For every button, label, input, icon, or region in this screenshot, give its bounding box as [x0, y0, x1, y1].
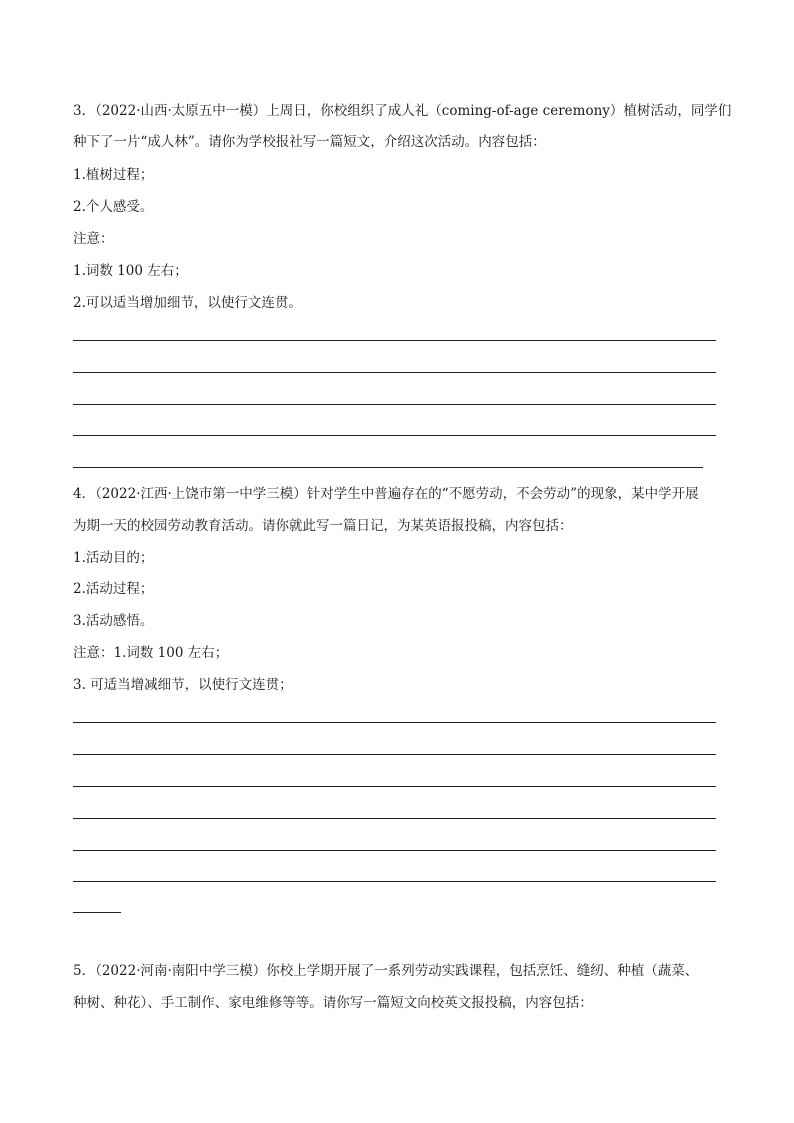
- q4-answer-line-4[interactable]: [73, 818, 716, 819]
- q3-line-2: 种下了一片“成人林”。请你为学校报社写一篇短文，介绍这次活动。内容包括：: [73, 134, 546, 150]
- q4-line-4: 2.活动过程；: [73, 581, 154, 597]
- q3-line-3: 1.植树过程；: [73, 167, 154, 183]
- q3-answer-line-5[interactable]: [73, 467, 703, 468]
- q3-answer-line-4[interactable]: [73, 435, 716, 436]
- q3-answer-line-3[interactable]: [73, 404, 716, 405]
- q4-line-6: 注意：1.词数 100 左右；: [73, 645, 229, 661]
- q4-answer-line-1[interactable]: [73, 722, 716, 723]
- q5-line-2: 种树、种花）、手工制作、家电维修等等。请你写一篇短文向校英文报投稿，内容包括：: [73, 995, 593, 1011]
- q3-answer-line-1[interactable]: [73, 340, 716, 341]
- q3-line-4: 2.个人感受。: [73, 199, 154, 215]
- q4-line-1: 4．（2022·江西·上饶市第一中学三模）针对学生中普遍存在的“不愿劳动，不会劳动”的现象，某中学开展: [73, 486, 699, 502]
- q3-line-7: 2.可以适当增加细节，以使行文连贯。: [73, 295, 302, 311]
- q4-line-5: 3.活动感悟。: [73, 613, 154, 629]
- q3-line-6: 1.词数 100 左右；: [73, 263, 188, 279]
- q3-line-5: 注意：: [73, 231, 114, 247]
- q4-answer-line-2[interactable]: [73, 754, 716, 755]
- q4-line-7: 3. 可适当增减细节，以使行文连贯；: [73, 677, 293, 693]
- q3-answer-line-2[interactable]: [73, 372, 716, 373]
- q4-answer-line-6[interactable]: [73, 881, 716, 882]
- q4-answer-line-5[interactable]: [73, 850, 716, 851]
- q3-line-1: 3．（2022·山西·太原五中一模）上周日，你校组织了成人礼（coming-of-age ceremony）植树活动，同学们: [73, 103, 732, 119]
- q4-line-3: 1.活动目的；: [73, 550, 154, 566]
- q4-line-2: 为期一天的校园劳动教育活动。请你就此写一篇日记，为某英语报投稿，内容包括：: [73, 518, 573, 534]
- q5-line-1: 5．（2022·河南·南阳中学三模）你校上学期开展了一系列劳动实践课程，包括烹饪、缝纫、种植（蔬菜、: [73, 963, 699, 979]
- q4-answer-line-7[interactable]: [73, 912, 121, 913]
- q4-answer-line-3[interactable]: [73, 786, 716, 787]
